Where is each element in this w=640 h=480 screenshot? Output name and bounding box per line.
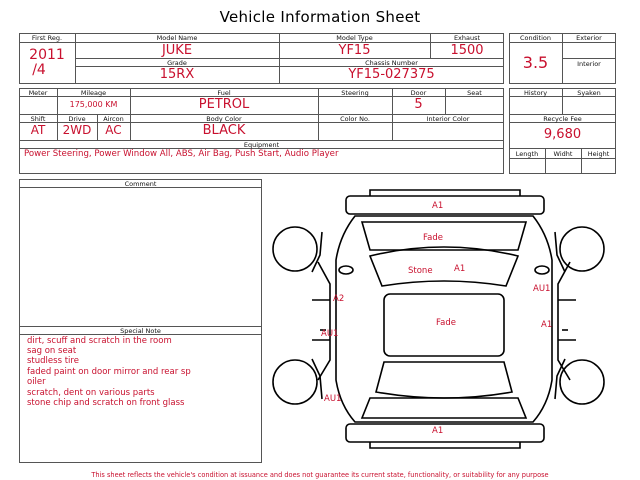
model-name-label: Model Name xyxy=(156,34,198,42)
rear-bumper-outline xyxy=(346,424,544,442)
exhaust-label: Exhaust xyxy=(453,34,481,42)
aircon-label: Aircon xyxy=(103,115,124,123)
damage-left-rear: AU1 xyxy=(324,394,342,404)
height-label: Height xyxy=(587,150,610,158)
front-bumper-outline xyxy=(346,196,544,214)
damage-right-door: A1 xyxy=(541,320,553,330)
comment-label: Comment xyxy=(124,180,157,188)
shift-value: AT xyxy=(30,123,46,137)
note-line: faded paint on door mirror and rear sp xyxy=(27,367,191,377)
door-label: Door xyxy=(410,89,427,97)
body-color-label: Body Color xyxy=(206,115,242,123)
chassis-label: Chassis Number xyxy=(365,59,418,67)
rear-glass-outline xyxy=(376,362,512,398)
rear-right-wheel xyxy=(560,360,604,404)
note-line: scratch, dent on various parts xyxy=(27,388,155,398)
damage-windshield-a1: A1 xyxy=(454,264,466,274)
color-no-label: Color No. xyxy=(340,115,370,123)
shift-label: Shift xyxy=(30,115,46,123)
fuel-value: PETROL xyxy=(198,97,250,112)
aircon-value: AC xyxy=(105,123,122,137)
left-mirror xyxy=(339,266,353,274)
note-line: oiler xyxy=(27,377,46,387)
right-mirror xyxy=(535,266,549,274)
damage-hood: Fade xyxy=(423,233,443,243)
first-reg-label: First Reg. xyxy=(31,34,63,42)
first-reg-month: /4 xyxy=(32,62,46,78)
fuel-label: Fuel xyxy=(217,89,231,97)
mileage-value: 175,000 KM xyxy=(69,100,118,109)
model-name-value: JUKE xyxy=(161,43,193,58)
disclaimer-footer: This sheet reflects the vehicle's condition at issuance and does not guarantee its current state, functionality, or suitability for any purpose xyxy=(91,471,549,479)
rear-left-wheel xyxy=(273,360,317,404)
note-line: studless tire xyxy=(27,356,79,366)
recycle-fee-label: Recycle Fee xyxy=(543,115,582,123)
note-line: sag on seat xyxy=(27,346,77,356)
damage-windshield-stone: Stone xyxy=(408,266,433,276)
interior-color-label: Interior Color xyxy=(426,115,470,123)
front-right-wheel xyxy=(560,227,604,271)
drive-label: Drive xyxy=(68,115,86,123)
model-type-value: YF15 xyxy=(338,43,371,58)
front-left-wheel xyxy=(273,227,317,271)
body-color-value: BLACK xyxy=(202,123,246,138)
mileage-label: Mileage xyxy=(80,89,107,97)
comment-box xyxy=(19,179,262,463)
syaken-label: Syaken xyxy=(577,89,601,97)
steering-label: Steering xyxy=(341,89,369,97)
damage-rear-bumper: A1 xyxy=(432,426,444,436)
equipment-value: Power Steering, Power Window All, ABS, Air Bag, Push Start, Audio Player xyxy=(24,149,339,159)
tailgate-outline xyxy=(362,398,526,418)
sheet-title: Vehicle Information Sheet xyxy=(219,8,421,26)
note-line: stone chip and scratch on front glass xyxy=(27,398,185,408)
recycle-fee-value: 9,680 xyxy=(543,127,582,142)
damage-roof: Fade xyxy=(436,318,456,328)
exhaust-value: 1500 xyxy=(450,43,484,58)
damage-front-bumper: A1 xyxy=(432,201,444,211)
note-line: dirt, scuff and scratch in the room xyxy=(27,336,172,346)
width-label: Widht xyxy=(553,150,573,158)
door-value: 5 xyxy=(414,97,423,112)
seat-label: Seat xyxy=(467,89,482,97)
exterior-label: Exterior xyxy=(576,34,602,42)
interior-label: Interior xyxy=(577,60,601,68)
grade-value: 15RX xyxy=(159,67,195,82)
condition-score: 3.5 xyxy=(522,53,549,72)
history-label: History xyxy=(523,89,548,97)
damage-left-door: AU1 xyxy=(321,329,339,339)
hood-outline xyxy=(362,222,526,250)
grade-label: Grade xyxy=(167,59,187,67)
special-note-label: Special Note xyxy=(120,327,161,335)
damage-left-fender: A2 xyxy=(333,294,345,304)
meter-label: Meter xyxy=(28,89,48,97)
windshield-outline xyxy=(370,247,518,286)
left-side-outline xyxy=(318,262,330,380)
condition-label: Condition xyxy=(519,34,552,42)
damage-right-fender: AU1 xyxy=(533,284,551,294)
chassis-value: YF15-027375 xyxy=(348,67,435,82)
length-label: Length xyxy=(515,150,539,158)
first-reg-year: 2011 xyxy=(29,47,65,63)
model-type-label: Model Type xyxy=(336,34,373,42)
drive-value: 2WD xyxy=(62,123,92,137)
equipment-label: Equipment xyxy=(243,141,280,149)
